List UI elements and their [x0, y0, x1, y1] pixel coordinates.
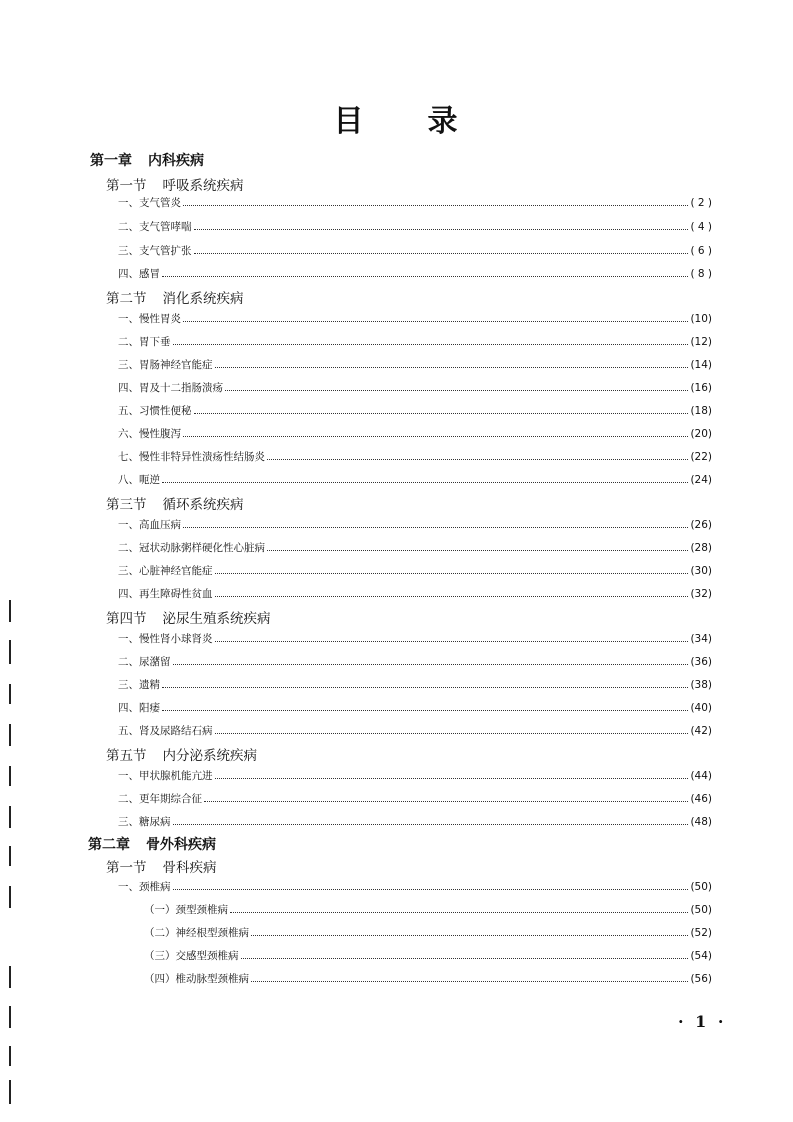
entry-page-number: (56) [690, 973, 712, 985]
entry-page-number: (42) [690, 725, 712, 737]
entry-page-number: ( 4 ) [690, 221, 712, 233]
chapter-heading [88, 834, 216, 854]
entry-label: 三、支气管扩张 [118, 245, 192, 257]
chapter-title: 骨外科疾病 [146, 837, 216, 853]
dot-leader [194, 253, 689, 254]
entry-page-number: (54) [690, 950, 712, 962]
toc-entry [118, 723, 712, 738]
toc-entry [118, 677, 712, 692]
dot-leader [251, 981, 688, 982]
page-number: · 1 · [678, 1012, 727, 1031]
entry-page-number: ( 2 ) [690, 197, 712, 209]
section-number: 第三节 [106, 497, 147, 513]
entry-label: 六、慢性腹泻 [118, 428, 181, 440]
toc-entry [118, 791, 712, 806]
entry-page-number: (20) [690, 428, 712, 440]
section-heading [106, 744, 257, 764]
toc-entry [118, 586, 712, 601]
entry-page-number: ( 8 ) [690, 268, 712, 280]
entry-page-number: (38) [690, 679, 712, 691]
entry-label: 四、阳痿 [118, 702, 160, 714]
entry-label: 一、慢性肾小球肾炎 [118, 633, 213, 645]
entry-page-number: (46) [690, 793, 712, 805]
entry-label: 一、颈椎病 [118, 881, 171, 893]
entry-label: 一、高血压病 [118, 519, 181, 531]
scan-mark [9, 600, 11, 622]
section-title: 内分泌系统疾病 [162, 748, 257, 764]
toc-entry [118, 195, 712, 210]
title-char-2: 录 [427, 104, 460, 139]
entry-page-number: (48) [690, 816, 712, 828]
dot-leader [162, 482, 688, 483]
section-heading [106, 607, 271, 627]
entry-label: 八、呃逆 [118, 474, 160, 486]
toc-subentry [144, 971, 712, 986]
entry-label: （四）椎动脉型颈椎病 [144, 973, 249, 985]
entry-page-number: (24) [690, 474, 712, 486]
dot-leader [204, 801, 688, 802]
dot-leader [173, 344, 689, 345]
toc-entry [118, 540, 712, 555]
entry-page-number: (26) [690, 519, 712, 531]
dot-leader [173, 824, 689, 825]
entry-label: （一）颈型颈椎病 [144, 904, 228, 916]
entry-label: 三、心脏神经官能症 [118, 565, 213, 577]
entry-label: 二、更年期综合征 [118, 793, 202, 805]
entry-page-number: (14) [690, 359, 712, 371]
entry-page-number: (16) [690, 382, 712, 394]
entry-label: 五、肾及尿路结石病 [118, 725, 213, 737]
dot-leader [183, 436, 688, 437]
dot-leader [183, 321, 688, 322]
scan-mark [9, 1006, 11, 1028]
chapter-number: 第一章 [90, 153, 132, 169]
toc-entry [118, 311, 712, 326]
scan-mark [9, 846, 11, 866]
dot-leader [267, 550, 688, 551]
entry-label: 二、胃下垂 [118, 336, 171, 348]
dot-leader [215, 778, 689, 779]
toc-entry [118, 517, 712, 532]
entry-label: （二）神经根型颈椎病 [144, 927, 249, 939]
toc-entry [118, 814, 712, 829]
toc-entry [118, 700, 712, 715]
entry-label: 三、遗精 [118, 679, 160, 691]
entry-label: （三）交感型颈椎病 [144, 950, 239, 962]
toc-entry [118, 426, 712, 441]
scan-mark [9, 966, 11, 988]
section-title: 消化系统疾病 [162, 291, 244, 307]
section-title: 泌尿生殖系统疾病 [162, 611, 271, 627]
toc-entry [118, 219, 712, 234]
toc-entry [118, 243, 712, 258]
entry-page-number: (32) [690, 588, 712, 600]
entry-label: 五、习惯性便秘 [118, 405, 192, 417]
chapter-number: 第二章 [88, 837, 130, 853]
toc-entry [118, 403, 712, 418]
dot-leader [162, 710, 688, 711]
entry-page-number: (28) [690, 542, 712, 554]
entry-label: 一、支气管炎 [118, 197, 181, 209]
title-char-1: 目 [333, 104, 366, 139]
entry-label: 四、感冒 [118, 268, 160, 280]
dot-leader [215, 367, 689, 368]
entry-page-number: ( 6 ) [690, 245, 712, 257]
dot-leader [173, 889, 689, 890]
scan-mark [9, 1046, 11, 1066]
chapter-title: 内科疾病 [148, 153, 204, 169]
section-title: 循环系统疾病 [162, 497, 244, 513]
dot-leader [225, 390, 688, 391]
entry-page-number: (50) [690, 881, 712, 893]
scan-mark [9, 640, 11, 664]
entry-page-number: (44) [690, 770, 712, 782]
section-heading [106, 287, 244, 307]
dot-leader [162, 687, 688, 688]
entry-page-number: (10) [690, 313, 712, 325]
entry-label: 一、慢性胃炎 [118, 313, 181, 325]
section-heading [106, 174, 244, 194]
entry-label: 四、再生障碍性贫血 [118, 588, 213, 600]
entry-page-number: (36) [690, 656, 712, 668]
section-number: 第一节 [106, 178, 147, 194]
entry-label: 二、支气管哮喘 [118, 221, 192, 233]
toc-entry [118, 768, 712, 783]
dot-leader [183, 527, 688, 528]
scan-mark [9, 806, 11, 828]
entry-label: 三、糖尿病 [118, 816, 171, 828]
dot-leader [241, 958, 689, 959]
dot-leader [215, 596, 689, 597]
toc-entry [118, 449, 712, 464]
dot-leader [215, 573, 689, 574]
entry-page-number: (40) [690, 702, 712, 714]
section-title: 呼吸系统疾病 [162, 178, 244, 194]
chapter-heading [90, 150, 204, 170]
dot-leader [251, 935, 688, 936]
scan-mark [9, 724, 11, 746]
toc-entry [118, 879, 712, 894]
entry-label: 四、胃及十二指肠溃疡 [118, 382, 223, 394]
entry-label: 七、慢性非特异性溃疡性结肠炎 [118, 451, 265, 463]
toc-entry [118, 654, 712, 669]
entry-page-number: (34) [690, 633, 712, 645]
entry-page-number: (30) [690, 565, 712, 577]
dot-leader [194, 413, 689, 414]
section-number: 第五节 [106, 748, 147, 764]
dot-leader [162, 276, 688, 277]
entry-page-number: (18) [690, 405, 712, 417]
entry-page-number: (12) [690, 336, 712, 348]
toc-subentry [144, 902, 712, 917]
section-number: 第四节 [106, 611, 147, 627]
section-number: 第二节 [106, 291, 147, 307]
toc-entry [118, 631, 712, 646]
dot-leader [194, 229, 689, 230]
entry-page-number: (50) [690, 904, 712, 916]
scan-mark [9, 684, 11, 704]
scan-mark [9, 766, 11, 786]
toc-entry [118, 357, 712, 372]
toc-entry [118, 380, 712, 395]
toc-entry [118, 266, 712, 281]
toc-entry [118, 563, 712, 578]
section-heading [106, 856, 217, 876]
entry-page-number: (52) [690, 927, 712, 939]
dot-leader [183, 205, 688, 206]
dot-leader [215, 733, 689, 734]
entry-label: 一、甲状腺机能亢进 [118, 770, 213, 782]
section-number: 第一节 [106, 860, 147, 876]
toc-subentry [144, 948, 712, 963]
dot-leader [267, 459, 688, 460]
dot-leader [215, 641, 689, 642]
dot-leader [173, 664, 689, 665]
toc-subentry [144, 925, 712, 940]
toc-entry [118, 472, 712, 487]
section-heading [106, 493, 244, 513]
scan-mark [9, 886, 11, 908]
entry-page-number: (22) [690, 451, 712, 463]
scan-mark [9, 1080, 11, 1104]
entry-label: 二、尿潴留 [118, 656, 171, 668]
entry-label: 二、冠状动脉粥样硬化性心脏病 [118, 542, 265, 554]
entry-label: 三、胃肠神经官能症 [118, 359, 213, 371]
section-title: 骨科疾病 [162, 860, 217, 876]
toc-entry [118, 334, 712, 349]
dot-leader [230, 912, 688, 913]
